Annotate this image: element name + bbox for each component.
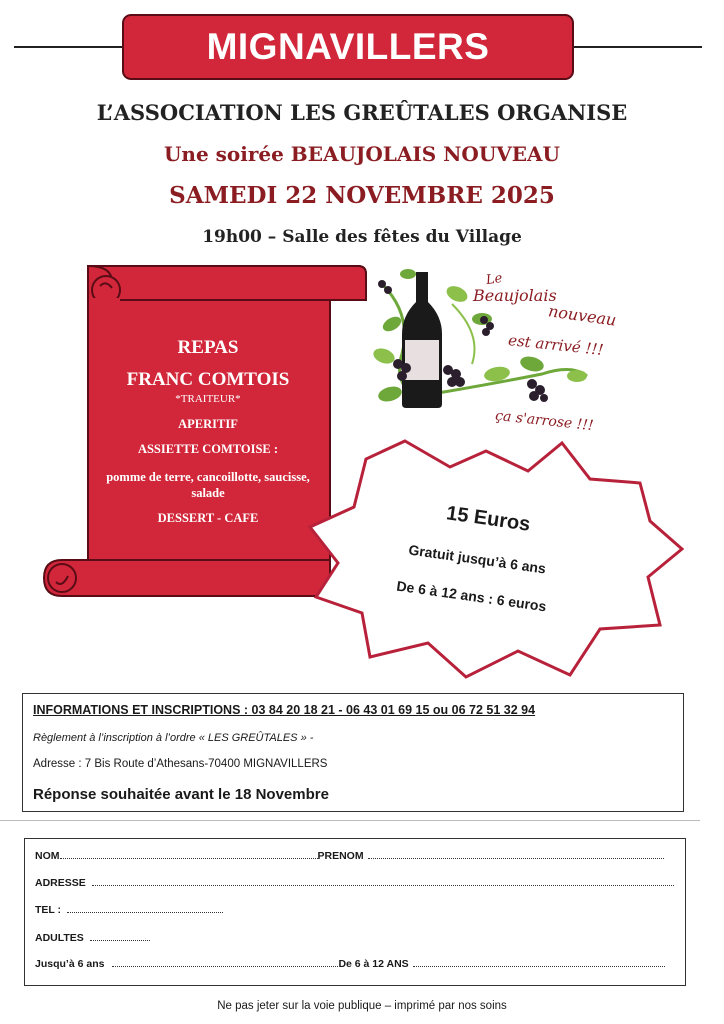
- time-place-line: 19h00 – Salle des fêtes du Village: [202, 227, 522, 247]
- info-address: Adresse : 7 Bis Route d’Athesans-70400 MIGNAVILLERS: [33, 758, 328, 770]
- page-title: MIGNAVILLERS: [206, 26, 490, 67]
- info-phones: INFORMATIONS ET INSCRIPTIONS : 03 84 20 18 21 - 06 43 01 69 15 ou 06 72 51 32 94: [33, 703, 536, 717]
- info-deadline: Réponse souhaitée avant le 18 Novembre: [33, 786, 329, 803]
- price-free: Gratuit jusqu’à 6 ans: [407, 541, 547, 577]
- menu-assiette: ASSIETTE COMTOISE :: [137, 442, 279, 456]
- prenom-field[interactable]: [368, 849, 664, 859]
- title-banner: [122, 14, 574, 80]
- form-label-adultes: ADULTES: [35, 932, 84, 944]
- menu-title-repas: REPAS: [177, 337, 239, 358]
- menu-details: pomme de terre, cancoillotte, saucisse, salade: [106, 470, 310, 500]
- wine-text-arrose: ça s'arrose !!!: [494, 407, 595, 435]
- cut-line: [0, 820, 700, 821]
- wine-text-beaujolais: Beaujolais: [473, 286, 557, 305]
- menu-traiteur: *TRAITEUR*: [175, 393, 241, 405]
- form-row-tel: [35, 903, 223, 916]
- menu-title-franc-comtois: FRANC COMTOIS: [126, 369, 290, 390]
- tel-field[interactable]: [67, 903, 223, 913]
- wine-text-nouveau: nouveau: [547, 301, 618, 330]
- adresse-field[interactable]: [92, 876, 674, 886]
- form-row-adresse: [35, 876, 674, 889]
- de6a12-field[interactable]: [413, 957, 665, 967]
- event-line: Une soirée BEAUJOLAIS NOUVEAU: [163, 142, 560, 166]
- form-label-tel: TEL :: [35, 904, 62, 916]
- form-label-nom: NOM: [35, 850, 60, 862]
- wine-text-le: Le: [485, 270, 504, 289]
- footer-note: Ne pas jeter sur la voie publique – imprimé par nos soins: [217, 1000, 507, 1012]
- price-kids: De 6 à 12 ans : 6 euros: [395, 577, 548, 615]
- form-row-names: [35, 849, 664, 862]
- date-line: SAMEDI 22 NOVEMBRE 2025: [169, 182, 555, 209]
- nom-field[interactable]: [60, 849, 318, 859]
- header-rule-right: [572, 46, 702, 48]
- info-box: [22, 693, 684, 812]
- form-label-adresse: ADRESSE: [35, 877, 86, 889]
- form-row-adultes: [35, 931, 150, 944]
- form-label-prenom: PRENOM: [317, 850, 364, 862]
- menu-dessert: DESSERT - CAFE: [157, 511, 259, 525]
- registration-form: [24, 838, 686, 986]
- form-label-jusqua6: Jusqu’à 6 ans: [35, 958, 105, 970]
- menu-text: [92, 337, 324, 526]
- adultes-field[interactable]: [90, 931, 150, 941]
- info-payment: Règlement à l’inscription à l’ordre « LES GREÛTALES » -: [33, 732, 314, 744]
- price-main: 15 Euros: [444, 502, 532, 536]
- form-label-de6a12: De 6 à 12 ANS: [338, 958, 409, 970]
- wine-text-arrive: est arrivé !!!: [507, 331, 605, 359]
- header-rule-left: [14, 46, 124, 48]
- organizer-line: L’ASSOCIATION LES GREÛTALES ORGANISE: [96, 100, 628, 125]
- jusqua6-field[interactable]: [112, 957, 338, 967]
- form-row-children: [35, 957, 665, 970]
- menu-aperitif: APERITIF: [178, 417, 238, 431]
